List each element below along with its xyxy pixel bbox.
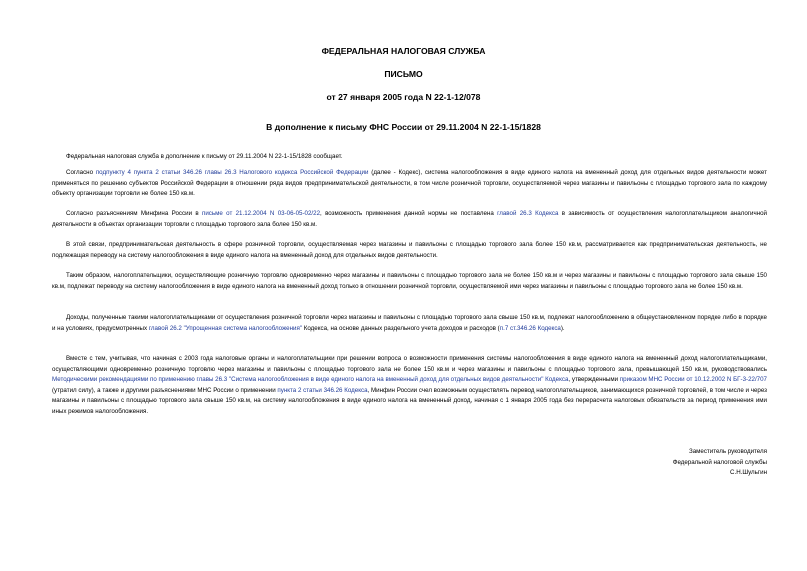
- tax-code-link[interactable]: подпункту 4 пункта 2 статьи 346.26 главы 26.3 Налогового кодекса Российской Федерации: [95, 169, 369, 176]
- paragraph-7-text-1: Вместе с тем, учитывая, что начиная с 2003 года налоговые органы и налогоплательщики при решении вопроса о возможности применения системы налогообложения в виде единого налога на вмененный доход налогоплательщиками, осуществляющими одновременно розничную торговлю через магазины и павильоны с площадью торгового зала не более 150 кв.м и через магазины и павильоны с площадью торгового зала, превышающей 150 кв.м, руководствовались: [52, 355, 767, 373]
- paragraph-7-text-3: (утратил силу), а также и другими разъяснениями МНС России о применении: [52, 386, 278, 394]
- article-346-26-p7-link[interactable]: п.7 ст.346.26 Кодекса: [499, 324, 561, 332]
- paragraph-2-text-1: Согласно: [66, 169, 96, 176]
- chapter-26-3-link[interactable]: главой 26.3 Кодекса: [497, 210, 559, 217]
- paragraph-4-text: В этой связи, предпринимательская деятельность в сфере розничной торговли, осуществляемая через магазины и павильоны с площадью торгового зала более 150 кв.м, рассматривается как предпринимательская деятельность, не подлежащая переводу на систему налогообложения в виде единого налога на вмененный доход для отдельных видов деятельности.: [52, 241, 767, 259]
- paragraph-3: [52, 209, 767, 230]
- paragraph-5-text: Таким образом, налогоплательщики, осуществляющие розничную торговлю одновременно через магазины и павильоны с площадью торгового зала не более 150 кв.м и через магазины и павильоны с площадью торгового зала свыше 150 кв.м, подлежат переводу на систему налогообложения в виде единого налога на вмененный доход только в отношении розничной торговли, осуществляемой ими через магазины и павильоны с площадью торгового зала не более 150 кв.м.: [52, 272, 767, 290]
- paragraph-3-text-2: , возможность применения данной нормы не поставлена: [320, 210, 498, 217]
- paragraph-1-text: Федеральная налоговая служба в дополнение к письму от 29.11.2004 N 22-1-15/1828 сообщает.: [66, 153, 343, 160]
- article-346-26-p2-link[interactable]: пункта 2 статьи 346.26 Кодекса: [277, 386, 368, 394]
- minfin-letter-link[interactable]: письме от 21.12.2004 N 03-06-05-02/22: [201, 210, 321, 217]
- chapter-26-2-link[interactable]: главой 26.2 "Упрощенная система налогообложения": [148, 324, 303, 332]
- paragraph-7-text-4: , Минфин России счел возможным осуществлять перевод налогоплательщиков, занимающихся розничной торговлей, в том числе и через магазины и павильоны с площадью торгового зала свыше 150 кв.м, на систему налогообложения в виде единого налога на вмененный доход, начиная с 1 января 2005 года без перерасчета налоговых обязательств за период применения ими иных режимов налогообложения.: [52, 386, 767, 415]
- signature-organization: Федеральной налоговой службы: [672, 458, 767, 466]
- paragraph-5: [52, 271, 767, 292]
- paragraph-6: [52, 313, 767, 334]
- signature-name: С.Н.Шульгин: [730, 469, 767, 476]
- paragraph-4: [52, 240, 767, 261]
- document-type: ПИСЬМО: [384, 69, 423, 79]
- document-subject: В дополнение к письму ФНС России от 29.11.2004 N 22-1-15/1828: [266, 122, 541, 132]
- paragraph-2-text-2: (далее - Кодекс), система налогообложения в виде единого налога на вмененный доход для отдельных видов деятельности может применяться по решению субъектов Российской Федерации в отношении ряда видов предпринимательской деятельности, в том числе розничной торговли, осуществляемой через магазины и павильоны с площадью торгового зала по каждому объекту организации торговли не более 150 кв.м.: [52, 169, 767, 197]
- method-recommendations-link[interactable]: Методическими рекомендациями по применению главы 26.3 "Система налогообложения в виде единого налога на вмененный доход для отдельных видов деятельности" Кодекса: [52, 376, 569, 383]
- signature-block: [567, 447, 767, 479]
- paragraph-2: [52, 168, 767, 200]
- paragraph-6-text-2: Кодекса, на основе данных раздельного учета доходов и расходов (: [302, 324, 500, 332]
- paragraph-1: [52, 152, 767, 163]
- paragraph-6-text-3: ).: [560, 324, 565, 332]
- agency-title: ФЕДЕРАЛЬНАЯ НАЛОГОВАЯ СЛУЖБА: [321, 46, 486, 56]
- paragraph-7-text-2: , утвержденными: [568, 376, 620, 383]
- paragraph-3-text-3: в зависимость от осуществления налогоплательщиком аналогичной деятельности в объектах организации торговли с площадью торгового зала более 150 кв.м.: [52, 210, 768, 228]
- paragraph-3-text-1: Согласно разъяснениям Минфина России в: [66, 210, 202, 217]
- paragraph-6-text-1: Доходы, полученные такими налогоплательщиками от осуществления розничной торговли через магазины и павильоны с площадью торгового зала свыше 150 кв.м, подлежат налогообложению в общеустановленном порядке либо в порядке и на условиях, предусмотренных: [52, 314, 767, 332]
- document-date-number: от 27 января 2005 года N 22-1-12/078: [326, 92, 481, 102]
- mns-order-link[interactable]: приказом МНС России от 10.12.2002 N БГ-3-22/707: [619, 376, 767, 383]
- paragraph-7: [52, 354, 767, 417]
- signature-position: Заместитель руководителя: [688, 448, 767, 455]
